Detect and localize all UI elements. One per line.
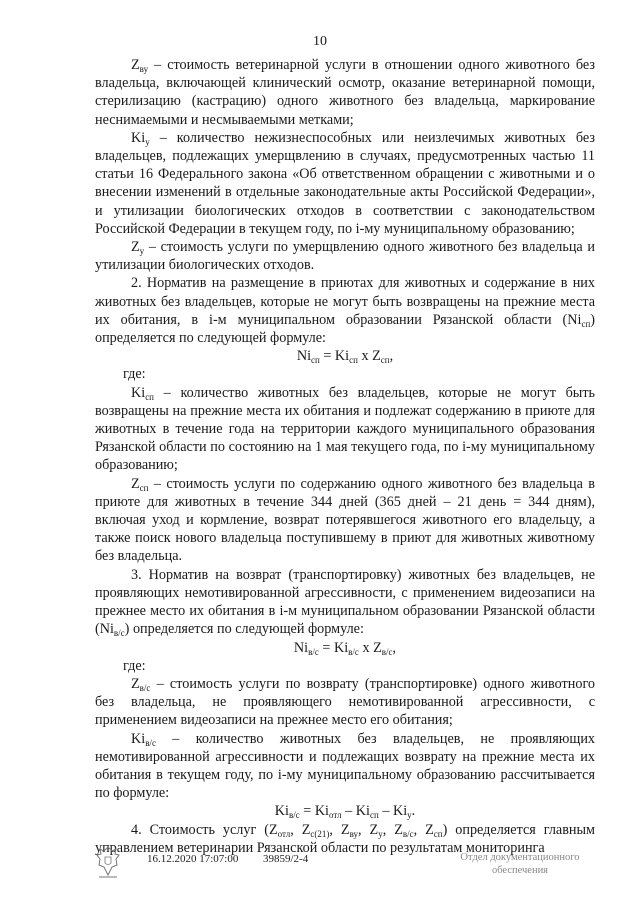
paragraph-kivs: $Ki_{в/с}$ – количество животных без владельцев, не проявляющих немотивированной агрессивности и подлежащих возврату на прежние места их обитания в текущем году, по i-му муниципальному образованию рассчитывается по формуле: (95, 730, 595, 802)
paragraph-zu: $Z_у$ – стоимость услуги по умерщвлению одного животного без владельца и утилизации биологических отходов. (95, 239, 595, 274)
formula-nisp: $Ni_{сп} = Ki_{сп}$ х $Z_{сп}$, (296, 348, 394, 366)
paragraph-zsp: $Z_{сп}$ – стоимость услуги по содержанию одного животного без владельца в приюте для животных в течение 344 дней (365 дней – 21 день = 344 дням), включая уход и кормление, возврат потерявшегося животного его владельцу, а также поиск нового владельца поступившему в приют для животных животному без владельца. (95, 475, 595, 565)
coat-of-arms-icon (95, 845, 121, 879)
paragraph-item-4: 4. Стоимость услуг ($Z_{отл}$, $Z_{с(21)}$, $Z_{ву}$, $Z_у$, $Z_{в/с}$, $Z_{сп}$) определяется главным управлением ветеринарии Рязанской области по результатам мониторинга (95, 821, 596, 856)
formula-nivs: $Ni_{в/с} = Ki_{в/с}$ х $Z_{в/с}$, (293, 639, 397, 657)
paragraph-kisp: $Ki_{сп}$ – количество животных без владельцев, которые не могут быть возвращены на прежние места их обитания и подлежат содержанию в приюте для животных в течение года на территории каждого муниципального образования Рязанской области по состоянию на 1 мая текущего года, по i-му муниципальному образованию; (95, 384, 595, 474)
paragraph-kiu: $Ki_у$ – количество нежизнеспособных или неизлечимых животных без владельцев, подлежащих умерщвлению в случаях, предусмотренных частью 11 статьи 16 Федерального закона «Об ответственном обращении с животными и о внесении изменений в отдельные законодательные акты Российской Федерации», и утилизации биологических отходов в соответствии с законодательством Российской Федерации в текущем году, по i-му муниципальному образованию; (95, 129, 595, 237)
where-label-1: где: (123, 366, 146, 383)
paragraph-zvu: $Z_{ву}$ – стоимость ветеринарной услуги в отношении одного животного без владельца, включающей клинический осмотр, оказание ветеринарной помощи, стерилизацию (кастрацию) одного животного без владельца, маркирование неснимаемыми и несмываемыми метками; (95, 57, 595, 128)
page-number: 10 (313, 34, 327, 49)
paragraph-item-3: 3. Норматив на возврат (транспортировку) животных без владельцев, не проявляющих немотивированной агрессивности, с применением видеозаписи на прежнее место их обитания в i-м муниципальном образовании Рязанской области $(Ni_{в/с})$ определяется по следующей формуле: (95, 566, 595, 639)
where-label-2: где: (123, 657, 146, 674)
formula-kivs: $Ki_{в/с} = Ki_{отл} - Ki_{сп} - Ki_у$. (274, 803, 416, 821)
document-body (95, 56, 595, 857)
paragraph-zvs: $Z_{в/с}$ – стоимость услуги по возврату (транспортировке) одного животного без владельца, не проявляющего немотивированной агрессивности, с применением видеозаписи на прежнее место его обитания; (95, 675, 595, 729)
department-stamp: Отдел документационного обеспечения (460, 852, 580, 876)
page-footer (95, 845, 595, 885)
footer-document-id: 39859/2-4 (263, 853, 309, 865)
footer-timestamp: 16.12.2020 17:07:00 (147, 853, 239, 865)
paragraph-item-2: 2. Норматив на размещение в приютах для животных и содержание в них животных без владельцев, которые не могут быть возвращены на прежние места их обитания, в i-м муниципальном образовании Рязанской области $(Ni_{сп})$ определяется по следующей формуле: (95, 275, 595, 347)
